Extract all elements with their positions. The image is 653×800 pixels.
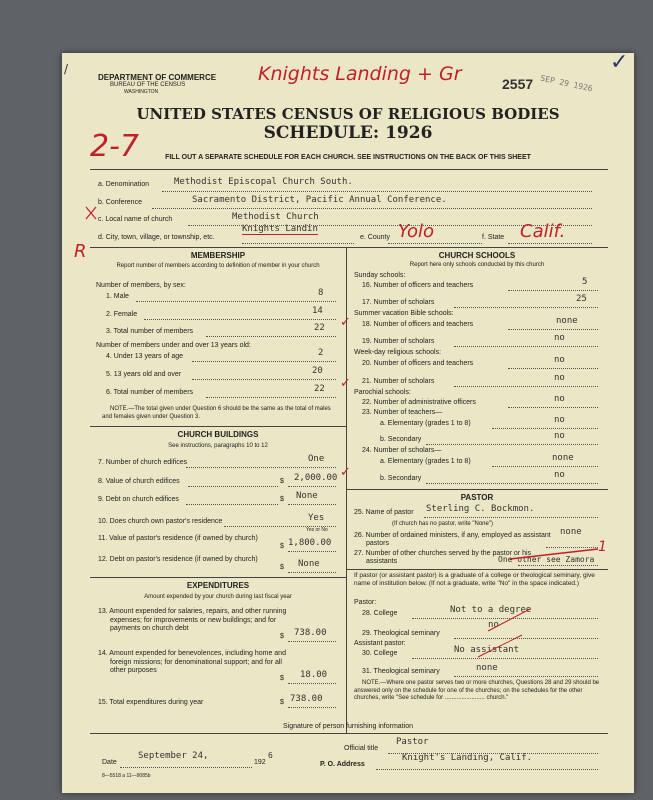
rule bbox=[120, 767, 252, 768]
q30-value: No assistant bbox=[454, 645, 520, 655]
rule bbox=[508, 243, 592, 244]
q21-label: 21. Number of scholars bbox=[362, 378, 435, 385]
margin-note: 2-7 bbox=[90, 129, 139, 164]
form-title: UNITED STATES CENSUS OF RELIGIOUS BODIES bbox=[136, 105, 560, 123]
q16-value: 5 bbox=[582, 277, 588, 287]
q4-label: 4. Under 13 years of age bbox=[106, 353, 184, 360]
margin-r-mark: R bbox=[74, 241, 87, 262]
q31-label: 31. Theological seminary bbox=[362, 668, 440, 675]
q10-label: 10. Does church own pastor's residence bbox=[98, 518, 223, 525]
graduate-note: If pastor (or assistant pastor) is a graduate of a college or theological seminary, give name of institution below. (If not a graduate, write "No" in the space indicated.) bbox=[354, 572, 595, 587]
rule bbox=[508, 368, 598, 369]
q24a-label: a. Elementary (grades 1 to 8) bbox=[380, 458, 471, 465]
po-address-label: P. O. Address bbox=[320, 761, 365, 768]
q19-value: no bbox=[554, 333, 565, 343]
rule bbox=[288, 641, 336, 642]
pastor-sub-label: Pastor: bbox=[354, 599, 377, 606]
city-label: WASHINGTON bbox=[124, 89, 159, 95]
q15-label: 15. Total expenditures during year bbox=[98, 699, 204, 706]
q27-label: 27. Number of other churches served by the pastor or his assistants bbox=[354, 550, 532, 565]
q23a-value: no bbox=[554, 415, 565, 425]
assistant-sub-label: Assistant pastor: bbox=[354, 640, 406, 647]
year-suffix: 6 bbox=[268, 751, 273, 760]
rule bbox=[508, 407, 598, 408]
rule bbox=[186, 467, 336, 468]
tick-mark: / bbox=[64, 62, 69, 76]
city-town-label: d. City, town, village, or township, etc. bbox=[98, 234, 215, 241]
q21-value: no bbox=[554, 373, 565, 383]
q9-label: 9. Debt on church edifices bbox=[98, 496, 179, 503]
bureau-label: BUREAU OF THE CENSUS bbox=[110, 82, 186, 88]
q28-value: Not to a degree bbox=[450, 605, 532, 615]
rule bbox=[288, 551, 336, 552]
q13-label: 13. Amount expended for salaries, repairs, and other running expenses; for improvements or new buildings; and for payments on church debt bbox=[98, 608, 287, 632]
q24b-value: no bbox=[554, 470, 565, 480]
q1-value: 8 bbox=[318, 288, 324, 298]
q11-label: 11. Value of pastor's residence (if owned by church) bbox=[98, 535, 258, 542]
q30-label: 30. College bbox=[362, 650, 398, 657]
q3-value: 22 bbox=[314, 323, 325, 333]
q5-label: 5. 13 years old and over bbox=[106, 371, 182, 378]
divider bbox=[90, 247, 608, 248]
rule bbox=[206, 397, 336, 398]
divider bbox=[90, 169, 608, 170]
rule bbox=[288, 683, 336, 684]
rule bbox=[188, 486, 278, 487]
q23a-label: a. Elementary (grades 1 to 8) bbox=[380, 420, 471, 427]
rule bbox=[508, 290, 598, 291]
weekday-schools-label: Week-day religious schools: bbox=[354, 349, 442, 356]
schools-title: CHURCH SCHOOLS bbox=[438, 251, 516, 260]
parochial-schools-label: Parochial schools: bbox=[354, 389, 411, 396]
form-number: 8—5518 a 11—9085b bbox=[102, 773, 151, 779]
county-value: Yolo bbox=[398, 221, 435, 242]
divider bbox=[90, 426, 346, 427]
state-value: Calif. bbox=[520, 221, 566, 242]
rule bbox=[162, 191, 592, 192]
expenditures-sub: Amount expended by your church during last fiscal year bbox=[144, 594, 292, 600]
rule bbox=[152, 208, 592, 209]
q20-label: 20. Number of officers and teachers bbox=[362, 360, 474, 367]
q7-value: One bbox=[308, 454, 325, 464]
dept-label: DEPARTMENT OF COMMERCE bbox=[98, 73, 217, 82]
q2-value: 14 bbox=[312, 306, 323, 316]
pencil-check-mark: ✓ bbox=[610, 50, 629, 75]
divider bbox=[90, 577, 346, 578]
q4-value: 2 bbox=[318, 348, 324, 358]
q10-value: Yes bbox=[308, 513, 325, 523]
q20-value: no bbox=[554, 355, 565, 365]
q17-value: 25 bbox=[576, 294, 587, 304]
q14-label: 14. Amount expended for benevolences, including home and foreign missions; for denominational support; and for all other purposes bbox=[98, 650, 286, 674]
signature-label: Signature of person furnishing information bbox=[283, 723, 413, 730]
q16-label: 16. Number of officers and teachers bbox=[362, 282, 474, 289]
buildings-title: CHURCH BUILDINGS bbox=[177, 430, 259, 439]
conference-value: Sacramento District, Pacific Annual Conference. bbox=[192, 195, 447, 205]
q12-label: 12. Debt on pastor's residence (if owned by church) bbox=[98, 556, 258, 563]
pastor-note: NOTE.—Where one pastor serves two or more churches, Questions 28 and 29 should be answered only on the schedule for one of the churches; on the schedules for the other churches, write "See schedule for ........................ church." bbox=[354, 680, 600, 701]
rule bbox=[288, 707, 336, 708]
received-date-stamp: SEP 29 1926 bbox=[539, 73, 594, 94]
q24b-label: b. Secondary bbox=[380, 475, 422, 482]
membership-title: MEMBERSHIP bbox=[190, 251, 246, 260]
q1-label: 1. Male bbox=[106, 293, 129, 300]
census-form-sheet: DEPARTMENT OF COMMERCE BUREAU OF THE CENSUS WASHINGTON Knights Landing + Gr 2557 SEP 29 1926 2-7 R UNITED STATES CENSUS OF RELIGIOUS BODIES SCHEDULE: 1926 FILL OUT A SEPARATE SCHEDULE FOR EACH CHURCH. SEE INSTRUCTIONS ON THE BACK OF THIS SHEET a. Denomination Methodist Episcopal Church South. b. Conference Sacramento District, Pacific Annual Conference. c. Local name of church Methodist Church d. City, town, village, or township, etc. Knights Landin e. County Yolo f. State Calif. MEMBERSHIP Report number of members according to definition of member in your church Number of members, by sex: 1. Male 8 2. Female 14 3. Total number of members 22 ✓ Number of members under and over 13 years old: 4. Under 13 years of age 2 5. 13 years old and over 20 6. Total number of members 22 ✓ NOTE.—The total given under Question 6 should be the same as the total of males and females given under Question 3. CHURCH BUILDINGS See instructions, paragraphs 10 to 12 7. Number of church edifices One 8. Value of church edifices $ 2,000.00 ✓ 9. Debt on church edifices $ None 10. Does church own pastor's residence Yes Yes or No 11. Value of pastor's residence (if owned by church) $ 1,800.00 12. Debt on pastor's residence (if owned by church) $ None EXPENDITURES Amount expended by your church during last fiscal year 13. Amount expended for salaries, repairs, and other running expenses; for improvements or new buildings; and for payments on church debt $ 738.00 14. Amount expended for benevolences, including home and foreign missions; for denominational support; and for all other purposes $ 18.00 15. Total expenditures during year $ 738.00 CHURCH SCHOOLS Report here only schools conducted by this church Sunday schools: 16. Number of officers and teachers 5 17. Number of scholars 25 Summer vacation Bible schools: 18. Number of officers and teachers none 19. Number of scholars no Week-day religious schools: 20. Number of officers and teachers no 21. Number of scholars no Parochial schools: 22. Number of administrative officers no 23. Number of teachers— a. Elementary (grades 1 to 8) no b. Secondary no 24. Number of scholars— a. Elementary (grades 1 to 8) none b. Secondary no PASTOR 25. Name of pastor Sterling C. Bockmon. (If church has no pastor, write "None") 26. Number of ordained ministers, if any, employed as assistant pastors none 27. Number of other churches served by the pastor or his assistants One other see Zamora 1 If pastor (or assistant pastor) is a graduate of a college or theological seminary, give name of institution below. (If not a graduate, write "No" in the space indicated.) Pastor: 28. College Not to a degree 29. Theological seminary no Assistant pastor: 30. College No assistant 31. Theological seminary none NOTE.—Where one pastor serves two or more churches, Questions 28 and 29 should be answered only on the schedule for one of the churches; on the schedules for the other churches, write "See schedule for ........................ church." Signature of person furnishing information Official title Pastor Date September 24, 192 6 P. O. Address Knight's Landing, Calif. 8—5518 a 11—9085b bbox=[62, 53, 634, 793]
rule bbox=[192, 379, 336, 380]
rule bbox=[136, 301, 336, 302]
q22-value: no bbox=[554, 394, 565, 404]
denomination-label: a. Denomination bbox=[98, 181, 149, 188]
rule bbox=[424, 517, 598, 518]
date-label: Date bbox=[102, 759, 117, 766]
rule bbox=[492, 466, 598, 467]
schools-sub: Report here only schools conducted by this church bbox=[409, 262, 545, 268]
q31-value: none bbox=[476, 663, 498, 673]
q6-value: 22 bbox=[314, 384, 325, 394]
q7-label: 7. Number of church edifices bbox=[98, 459, 188, 466]
q29-label: 29. Theological seminary bbox=[362, 630, 440, 637]
form-subtitle: SCHEDULE: 1926 bbox=[263, 123, 433, 143]
yes-no-hint: Yes or No bbox=[306, 527, 328, 533]
q15-value: 738.00 bbox=[290, 694, 323, 704]
state-label: f. State bbox=[482, 234, 505, 241]
rule bbox=[288, 504, 336, 505]
check-mark: ✓ bbox=[340, 315, 351, 330]
county-label: e. County bbox=[360, 234, 390, 241]
q23b-label: b. Secondary bbox=[380, 436, 422, 443]
rule bbox=[454, 307, 598, 308]
rule bbox=[508, 329, 598, 330]
official-title-label: Official title bbox=[344, 745, 379, 752]
q11-value: 1,800.00 bbox=[288, 538, 332, 548]
local-name-label: c. Local name of church bbox=[98, 216, 173, 223]
q28-label: 28. College bbox=[362, 610, 398, 617]
q19-label: 19. Number of scholars bbox=[362, 338, 435, 345]
q23b-value: no bbox=[554, 431, 565, 441]
q25-value: Sterling C. Bockmon. bbox=[426, 504, 535, 514]
q9-value: None bbox=[296, 491, 318, 501]
year-prefix: 192 bbox=[254, 759, 266, 766]
form-instruction: FILL OUT A SEPARATE SCHEDULE FOR EACH CHURCH. SEE INSTRUCTIONS ON THE BACK OF THIS SHEET bbox=[165, 154, 531, 161]
handwritten-place-name: Knights Landing + Gr bbox=[258, 63, 462, 85]
rule bbox=[454, 676, 598, 677]
expenditures-title: EXPENDITURES bbox=[186, 581, 250, 590]
q17-label: 17. Number of scholars bbox=[362, 299, 435, 306]
membership-note: NOTE.—The total given under Question 6 should be the same as the total of males and females given under Question 3. bbox=[102, 406, 331, 420]
q5-value: 20 bbox=[312, 366, 323, 376]
q2-label: 2. Female bbox=[106, 311, 138, 318]
check-mark: ✓ bbox=[340, 465, 351, 480]
rule bbox=[454, 386, 598, 387]
conference-label: b. Conference bbox=[98, 199, 142, 206]
schedule-number: 2557 bbox=[502, 76, 534, 92]
membership-intro: Report number of members according to definition of member in your church bbox=[116, 263, 320, 269]
red-x-mark bbox=[82, 203, 122, 263]
rule bbox=[206, 336, 336, 337]
q8-label: 8. Value of church edifices bbox=[98, 478, 180, 485]
q22-label: 22. Number of administrative officers bbox=[362, 399, 476, 406]
q25-hint: (If church has no pastor, write "None") bbox=[392, 521, 493, 527]
red-pen-marks bbox=[362, 543, 602, 673]
rule bbox=[492, 428, 598, 429]
rule bbox=[144, 319, 336, 320]
q27-value: One other see Zamora bbox=[498, 555, 595, 564]
members-by-sex-label: Number of members, by sex: bbox=[96, 282, 186, 289]
date-value: September 24, bbox=[138, 751, 209, 761]
pastor-title: PASTOR bbox=[460, 493, 494, 502]
rule bbox=[388, 243, 482, 244]
rule bbox=[426, 483, 598, 484]
q25-label: 25. Name of pastor bbox=[354, 509, 414, 516]
q13-value: 738.00 bbox=[294, 628, 327, 638]
rule bbox=[288, 486, 336, 487]
city-town-value: Knights Landin bbox=[242, 224, 318, 234]
q24a-value: none bbox=[552, 453, 574, 463]
q18-value: none bbox=[556, 316, 578, 326]
denomination-value: Methodist Episcopal Church South. bbox=[174, 177, 353, 187]
local-name-value: Methodist Church bbox=[232, 212, 319, 222]
rule bbox=[376, 769, 598, 770]
buildings-sub: See instructions, paragraphs 10 to 12 bbox=[168, 443, 268, 449]
red-tally-mark: 1 bbox=[598, 539, 607, 555]
q23-label: 23. Number of teachers— bbox=[362, 409, 443, 416]
under-over-label: Number of members under and over 13 years old: bbox=[96, 342, 251, 349]
rule bbox=[454, 346, 598, 347]
rule bbox=[242, 243, 354, 244]
official-title-value: Pastor bbox=[396, 737, 429, 747]
q3-label: 3. Total number of members bbox=[106, 328, 194, 335]
sunday-schools-label: Sunday schools: bbox=[354, 272, 406, 279]
q26-label: 26. Number of ordained ministers, if any, employed as assistant pastors bbox=[354, 532, 551, 547]
divider bbox=[90, 733, 608, 734]
rule bbox=[288, 572, 336, 573]
divider bbox=[346, 489, 608, 490]
q6-label: 6. Total number of members bbox=[106, 389, 194, 396]
rule bbox=[426, 444, 598, 445]
q24-label: 24. Number of scholars— bbox=[362, 447, 442, 454]
q12-value: None bbox=[298, 559, 320, 569]
summer-schools-label: Summer vacation Bible schools: bbox=[354, 310, 454, 317]
po-address-value: Knight's Landing, Calif. bbox=[402, 753, 533, 763]
q14-value: 18.00 bbox=[300, 670, 328, 680]
check-mark: ✓ bbox=[340, 376, 351, 391]
q8-value: 2,000.00 bbox=[294, 473, 338, 483]
rule bbox=[192, 361, 336, 362]
q18-label: 18. Number of officers and teachers bbox=[362, 321, 474, 328]
rule bbox=[186, 504, 278, 505]
q26-value: none bbox=[560, 527, 582, 537]
q29-value: no bbox=[488, 620, 499, 630]
